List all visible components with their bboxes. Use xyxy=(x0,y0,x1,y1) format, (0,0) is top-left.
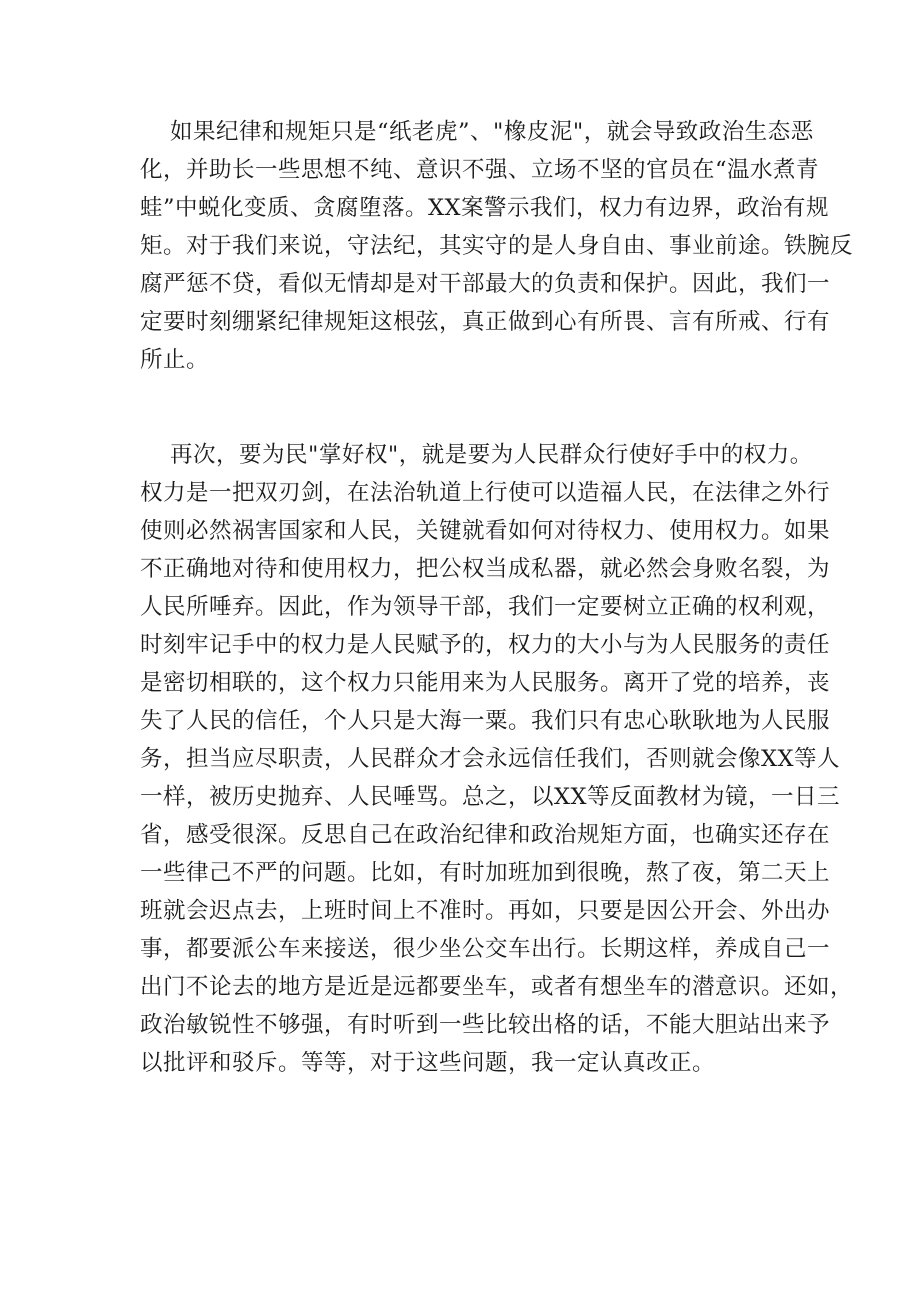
text-line: 腐严惩不贷，看似无情却是对干部最大的负责和保护。因此，我们一 xyxy=(140,271,831,297)
text-line: 权力是一把双刃剑，在法治轨道上行使可以造福人民，在法律之外行 xyxy=(140,480,831,506)
text-line: 所止。 xyxy=(140,347,210,373)
text-line: 定要时刻绷紧纪律规矩这根弦，真正做到心有所畏、言有所戒、行有 xyxy=(140,309,831,335)
text-line: 以批评和驳斥。等等，对于这些问题，我一定认真改正。 xyxy=(140,1050,716,1076)
text-line: 是密切相联的，这个权力只能用来为人民服务。离开了党的培养，丧 xyxy=(140,670,831,696)
text-line: 矩。对于我们来说，守法纪，其实守的是人身自由、事业前途。铁腕反 xyxy=(140,233,854,259)
text-line: 政治敏锐性不够强，有时听到一些比较出格的话，不能大胆站出来予 xyxy=(140,1012,831,1038)
text-line: 再次，要为民"掌好权"，就是要为人民群众行使好手中的权力。 xyxy=(170,442,813,468)
text-line: 使则必然祸害国家和人民，关键就看如何对待权力、使用权力。如果 xyxy=(140,518,831,544)
text-line: 人民所唾弃。因此，作为领导干部，我们一定要树立正确的权利观， xyxy=(140,594,831,620)
text-line: 一些律己不严的问题。比如，有时加班加到很晚，熬了夜，第二天上 xyxy=(140,860,831,886)
text-line: 省，感受很深。反思自己在政治纪律和政治规矩方面，也确实还存在 xyxy=(140,822,831,848)
text-line: 时刻牢记手中的权力是人民赋予的，权力的大小与为人民服务的责任 xyxy=(140,632,831,658)
text-line: 如果纪律和规矩只是“纸老虎”、"橡皮泥"，就会导致政治生态恶 xyxy=(170,119,814,145)
text-line: 事，都要派公车来接送，很少坐公交车出行。长期这样，养成自己一 xyxy=(140,936,831,962)
text-line: 失了人民的信任，个人只是大海一粟。我们只有忠心耿耿地为人民服 xyxy=(140,708,831,734)
text-line: 出门不论去的地方是近是远都要坐车，或者有想坐车的潜意识。还如， xyxy=(140,974,854,1000)
text-line: 化，并助长一些思想不纯、意识不强、立场不坚的官员在“温水煮青 xyxy=(140,157,820,183)
text-line: 不正确地对待和使用权力，把公权当成私器，就必然会身败名裂，为 xyxy=(140,556,831,582)
text-line: 蛙”中蜕化变质、贪腐堕落。XX案警示我们，权力有边界，政治有规 xyxy=(140,195,830,221)
text-line: 一样，被历史抛弃、人民唾骂。总之，以XX等反面教材为镜，一日三 xyxy=(140,784,841,810)
text-line: 务，担当应尽职责，人民群众才会永远信任我们，否则就会像XX等人 xyxy=(140,746,841,772)
text-line: 班就会迟点去，上班时间上不准时。再如，只要是因公开会、外出办 xyxy=(140,898,831,924)
